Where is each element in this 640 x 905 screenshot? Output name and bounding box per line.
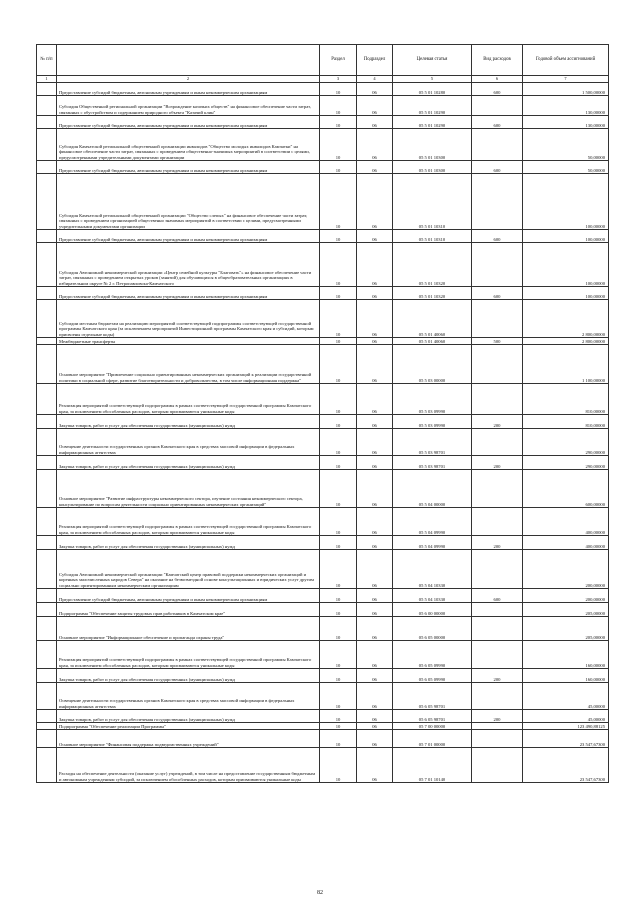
target-article-cell: 05 5 04 09990: [393, 536, 472, 550]
table-row: [37, 230, 609, 243]
item-name-cell: Подпрограмма "Обеспечение защиты трудовых прав работников в Камчатском крае": [57, 603, 320, 617]
row-number-cell: [37, 669, 57, 683]
item-name-cell: Освещение деятельности государственных органов Камчатского края в средствах массовой информации в федеральных информационных агентствах: [57, 683, 320, 710]
annual-amount-cell: 1 500,00000: [523, 83, 609, 96]
table-body: [37, 83, 609, 783]
razdel-cell: 10: [320, 589, 357, 603]
column-index: 2: [57, 76, 320, 83]
podrazdel-cell: 06: [357, 243, 393, 287]
row-number-cell: [37, 129, 57, 161]
expense-type-cell: [472, 641, 523, 669]
podrazdel-cell: 06: [357, 550, 393, 589]
row-number-cell: [37, 550, 57, 589]
expense-type-cell: [472, 384, 523, 415]
expense-type-cell: [472, 508, 523, 536]
expense-type-cell: [472, 748, 523, 783]
razdel-cell: 10: [320, 116, 357, 129]
podrazdel-cell: 06: [357, 603, 393, 617]
column-index-row: [37, 76, 609, 83]
podrazdel-cell: 06: [357, 338, 393, 345]
podrazdel-cell: 06: [357, 683, 393, 710]
podrazdel-cell: 06: [357, 161, 393, 174]
expense-type-cell: [472, 174, 523, 230]
razdel-cell: 10: [320, 550, 357, 589]
header-expense-type: Вид расходов: [472, 45, 523, 76]
item-name-cell: Подпрограмма "Обеспечение реализации Программы": [57, 723, 320, 730]
podrazdel-cell: 06: [357, 641, 393, 669]
row-number-cell: [37, 429, 57, 456]
expense-type-cell: [472, 683, 523, 710]
target-article-cell: 05 5 01 10300: [393, 129, 472, 161]
annual-amount-cell: 2 800,00000: [523, 300, 609, 338]
annual-amount-cell: 23 547,67300: [523, 748, 609, 783]
item-name-cell: Субсидия Автономной некоммерческой организации «Центр семейной культуры "Благовать"» на финансовое обеспечение части затрат, связанных с проведением открытых уроков (занятий) для обучающихся в общеобразовательных организациях в избирательном округе № 2 г. Петропавловска-Камчатского: [57, 243, 320, 287]
podrazdel-cell: 06: [357, 300, 393, 338]
razdel-cell: 10: [320, 384, 357, 415]
annual-amount-cell: 400,00000: [523, 536, 609, 550]
table-row: [37, 96, 609, 116]
razdel-cell: 10: [320, 508, 357, 536]
target-article-cell: 05 5 01 10290: [393, 116, 472, 129]
annual-amount-cell: 290,00000: [523, 456, 609, 470]
table-row: [37, 470, 609, 508]
razdel-cell: 10: [320, 287, 357, 300]
item-name-cell: Субсидии местным бюджетам на реализацию мероприятий соответствующей подпрограммы соответствующей государственной программы Камчатского края (за исключением мероприятий Инвестиционной программы Камчатского края и субсидий, которым присвоены отдельные коды): [57, 300, 320, 338]
expense-type-cell: 200: [472, 456, 523, 470]
target-article-cell: 05 5 01 10310: [393, 230, 472, 243]
row-number-cell: [37, 536, 57, 550]
row-number-cell: [37, 748, 57, 783]
table-row: [37, 641, 609, 669]
razdel-cell: 10: [320, 415, 357, 429]
row-number-cell: [37, 338, 57, 345]
podrazdel-cell: 06: [357, 456, 393, 470]
row-number-cell: [37, 230, 57, 243]
annual-amount-cell: 400,00000: [523, 508, 609, 536]
column-index: 5: [393, 76, 472, 83]
podrazdel-cell: 06: [357, 230, 393, 243]
item-name-cell: Предоставление субсидий бюджетным, автономным учреждениям и иным некоммерческим организациям: [57, 287, 320, 300]
table-row: [37, 345, 609, 384]
target-article-cell: 05 7 01 10140: [393, 748, 472, 783]
expense-type-cell: 600: [472, 589, 523, 603]
expense-type-cell: 200: [472, 536, 523, 550]
podrazdel-cell: 06: [357, 710, 393, 723]
target-article-cell: 05 5 03 00000: [393, 345, 472, 384]
target-article-cell: 05 6 05 09990: [393, 641, 472, 669]
expense-type-cell: [472, 550, 523, 589]
item-name-cell: Основное мероприятие "Финансовая поддержка подведомственных учреждений": [57, 730, 320, 748]
podrazdel-cell: 06: [357, 116, 393, 129]
item-name-cell: Закупка товаров, работ и услуг для обеспечения государственных (муниципальных) нужд: [57, 669, 320, 683]
item-name-cell: Предоставление субсидий бюджетным, автономным учреждениям и иным некоммерческим организациям: [57, 83, 320, 96]
podrazdel-cell: 06: [357, 345, 393, 384]
table-row: [37, 384, 609, 415]
razdel-cell: 10: [320, 345, 357, 384]
razdel-cell: 10: [320, 683, 357, 710]
target-article-cell: 05 5 03 09990: [393, 415, 472, 429]
expense-type-cell: [472, 470, 523, 508]
podrazdel-cell: 06: [357, 287, 393, 300]
podrazdel-cell: 06: [357, 429, 393, 456]
expense-type-cell: [472, 730, 523, 748]
item-name-cell: Субсидия Автономной некоммерческой организации "Камчатский центр правовой поддержки некоммерческих организаций и коренных малочисленных народов Севера" на оказание на безвозмездной основе консультационных и юридических услуг другим социально ориентированным некоммерческим организациям: [57, 550, 320, 589]
razdel-cell: 10: [320, 456, 357, 470]
annual-amount-cell: 200,00000: [523, 589, 609, 603]
annual-amount-cell: 160,00000: [523, 669, 609, 683]
row-number-cell: [37, 161, 57, 174]
item-name-cell: Межбюджетные трансферты: [57, 338, 320, 345]
item-name-cell: Закупка товаров, работ и услуг для обеспечения государственных (муниципальных) нужд: [57, 536, 320, 550]
target-article-cell: 05 5 01 10320: [393, 243, 472, 287]
table-row: [37, 550, 609, 589]
podrazdel-cell: 06: [357, 384, 393, 415]
table-row: [37, 300, 609, 338]
table-row: [37, 748, 609, 783]
row-number-cell: [37, 683, 57, 710]
column-index: 7: [523, 76, 609, 83]
row-number-cell: [37, 589, 57, 603]
row-number-cell: [37, 710, 57, 723]
target-article-cell: 05 5 01 10320: [393, 287, 472, 300]
item-name-cell: Реализация мероприятий соответствующей подпрограммы в рамках соответствующей государственной программы Камчатского края, за исключением обособленных расходов, которым присваиваются уникальные коды: [57, 508, 320, 536]
row-number-cell: [37, 617, 57, 641]
row-number-cell: [37, 174, 57, 230]
razdel-cell: 10: [320, 96, 357, 116]
annual-amount-cell: 23 547,67300: [523, 730, 609, 748]
table-row: [37, 730, 609, 748]
razdel-cell: 10: [320, 470, 357, 508]
expense-type-cell: 200: [472, 669, 523, 683]
razdel-cell: 10: [320, 230, 357, 243]
table-row: [37, 415, 609, 429]
target-article-cell: 05 5 04 10330: [393, 550, 472, 589]
expense-type-cell: [472, 129, 523, 161]
table-row: [37, 456, 609, 470]
annual-amount-cell: 100,00000: [523, 243, 609, 287]
item-name-cell: Субсидия Общественной региональной организации "Возрождение казачьих обществ" на финансовое обеспечение части затрат, связанных с обустройством и содержанием природного объекта "Казачий клин": [57, 96, 320, 116]
item-name-cell: Основное мероприятие "Привлечение социально ориентированных некоммерческих организаций к реализации государственной политики в социальной сфере, развитие благотворительности и добровольчества, в том числе информационная поддержка": [57, 345, 320, 384]
podrazdel-cell: 06: [357, 730, 393, 748]
annual-amount-cell: 130,00000: [523, 116, 609, 129]
table-row: [37, 83, 609, 96]
razdel-cell: 10: [320, 723, 357, 730]
item-name-cell: Предоставление субсидий бюджетным, автономным учреждениям и иным некоммерческим организациям: [57, 116, 320, 129]
table-row: [37, 174, 609, 230]
table-row: [37, 683, 609, 710]
row-number-cell: [37, 508, 57, 536]
table-row: [37, 617, 609, 641]
razdel-cell: 10: [320, 730, 357, 748]
header-annual-amount: Годовой объем ассигнований: [523, 45, 609, 76]
target-article-cell: 05 5 04 10330: [393, 589, 472, 603]
annual-amount-cell: 50,00000: [523, 161, 609, 174]
annual-amount-cell: 200,00000: [523, 550, 609, 589]
expense-type-cell: [472, 345, 523, 384]
target-article-cell: 05 5 01 40060: [393, 338, 472, 345]
item-name-cell: Расходы на обеспечение деятельности (оказание услуг) учреждений, в том числе на предоставление государственным бюджетным и автономным учреждениям субсидий, за исключением обособленных расходов, которым присваиваются уникальные коды: [57, 748, 320, 783]
razdel-cell: 10: [320, 617, 357, 641]
row-number-cell: [37, 415, 57, 429]
annual-amount-cell: 45,00000: [523, 683, 609, 710]
annual-amount-cell: 290,00000: [523, 429, 609, 456]
expense-type-cell: [472, 96, 523, 116]
razdel-cell: 10: [320, 603, 357, 617]
annual-amount-cell: 2 800,00000: [523, 338, 609, 345]
expense-type-cell: [472, 429, 523, 456]
item-name-cell: Предоставление субсидий бюджетным, автономным учреждениям и иным некоммерческим организациям: [57, 161, 320, 174]
row-number-cell: [37, 96, 57, 116]
expense-type-cell: [472, 617, 523, 641]
expense-type-cell: 600: [472, 116, 523, 129]
item-name-cell: Предоставление субсидий бюджетным, автономным учреждениям и иным некоммерческим организациям: [57, 589, 320, 603]
table-row: [37, 338, 609, 345]
column-index: 3: [320, 76, 357, 83]
podrazdel-cell: 06: [357, 174, 393, 230]
annual-amount-cell: 100,00000: [523, 287, 609, 300]
razdel-cell: 10: [320, 338, 357, 345]
header-target-article: Целевая статья: [393, 45, 472, 76]
target-article-cell: 05 5 04 09990: [393, 508, 472, 536]
column-index: 6: [472, 76, 523, 83]
row-number-cell: [37, 730, 57, 748]
annual-amount-cell: 50,00000: [523, 129, 609, 161]
table-row: [37, 116, 609, 129]
table-row: [37, 243, 609, 287]
podrazdel-cell: 06: [357, 669, 393, 683]
item-name-cell: Основное мероприятие "Информационное обеспечение и пропаганда охраны труда": [57, 617, 320, 641]
target-article-cell: 05 5 01 40060: [393, 300, 472, 338]
razdel-cell: 10: [320, 748, 357, 783]
item-name-cell: Реализация мероприятий соответствующей подпрограммы в рамках соответствующей государственной программы Камчатского края, за исключением обособленных расходов, которым присваиваются уникальные коды: [57, 641, 320, 669]
row-number-cell: [37, 603, 57, 617]
annual-amount-cell: 100,00000: [523, 174, 609, 230]
expense-type-cell: 600: [472, 230, 523, 243]
expense-type-cell: [472, 243, 523, 287]
razdel-cell: 10: [320, 243, 357, 287]
target-article-cell: 05 5 01 10300: [393, 161, 472, 174]
row-number-cell: [37, 345, 57, 384]
item-name-cell: Субсидия Камчатской региональной общественной организации инвалидов "Общество молодых инвалидов Камчатки" на финансовое обеспечение части затрат, связанных с проведением общественно-значимых мероприятий в соответствии с целями, предусмотренными учредительными документами организации: [57, 129, 320, 161]
expense-type-cell: 200: [472, 415, 523, 429]
expense-type-cell: 600: [472, 161, 523, 174]
target-article-cell: 05 5 01 10290: [393, 96, 472, 116]
header-name: [57, 45, 320, 76]
table-row: [37, 603, 609, 617]
annual-amount-cell: 205,00000: [523, 603, 609, 617]
expense-type-cell: [472, 300, 523, 338]
table-row: [37, 429, 609, 456]
table-row: [37, 287, 609, 300]
table-row: [37, 589, 609, 603]
document-page: [36, 44, 608, 783]
row-number-cell: [37, 83, 57, 96]
target-article-cell: 05 6 05 98701: [393, 683, 472, 710]
target-article-cell: 05 6 00 00000: [393, 603, 472, 617]
target-article-cell: 05 5 01 10280: [393, 83, 472, 96]
table-row: [37, 536, 609, 550]
target-article-cell: 05 7 01 00000: [393, 730, 472, 748]
annual-amount-cell: 1 100,00000: [523, 345, 609, 384]
annual-amount-cell: 130,00000: [523, 96, 609, 116]
razdel-cell: 10: [320, 83, 357, 96]
target-article-cell: 05 5 03 98701: [393, 429, 472, 456]
header-podrazdel: Подраздел: [357, 45, 393, 76]
item-name-cell: Освещение деятельности государственных органов Камчатского края в средствах массовой информации в федеральных информационных агентствах: [57, 429, 320, 456]
target-article-cell: 05 7 00 00000: [393, 723, 472, 730]
table-row: [37, 508, 609, 536]
podrazdel-cell: 06: [357, 723, 393, 730]
header-number: № п/п: [37, 45, 57, 76]
table-row: [37, 129, 609, 161]
podrazdel-cell: 06: [357, 415, 393, 429]
row-number-cell: [37, 116, 57, 129]
podrazdel-cell: 06: [357, 470, 393, 508]
table-row: [37, 669, 609, 683]
target-article-cell: 05 5 01 10310: [393, 174, 472, 230]
expense-type-cell: 600: [472, 287, 523, 300]
podrazdel-cell: 06: [357, 83, 393, 96]
razdel-cell: 10: [320, 174, 357, 230]
podrazdel-cell: 06: [357, 96, 393, 116]
item-name-cell: Основное мероприятие "Развитие инфраструктуры некоммерческого сектора, изучение состояния некоммерческого сектора, консультирование по вопросам деятельности социально ориентированных некоммерческих организаций": [57, 470, 320, 508]
header-razdel: Раздел: [320, 45, 357, 76]
annual-amount-cell: 810,00000: [523, 415, 609, 429]
razdel-cell: 10: [320, 641, 357, 669]
razdel-cell: 10: [320, 129, 357, 161]
annual-amount-cell: 160,00000: [523, 641, 609, 669]
razdel-cell: 10: [320, 429, 357, 456]
column-index: 4: [357, 76, 393, 83]
podrazdel-cell: 06: [357, 748, 393, 783]
row-number-cell: [37, 243, 57, 287]
target-article-cell: 05 6 05 09990: [393, 669, 472, 683]
row-number-cell: [37, 287, 57, 300]
target-article-cell: 05 6 05 98701: [393, 710, 472, 723]
expense-type-cell: [472, 603, 523, 617]
target-article-cell: 05 5 03 09990: [393, 384, 472, 415]
item-name-cell: Закупка товаров, работ и услуг для обеспечения государственных (муниципальных) нужд: [57, 415, 320, 429]
header-row: [37, 45, 609, 76]
row-number-cell: [37, 470, 57, 508]
razdel-cell: 10: [320, 669, 357, 683]
row-number-cell: [37, 384, 57, 415]
target-article-cell: 05 5 04 00000: [393, 470, 472, 508]
row-number-cell: [37, 456, 57, 470]
row-number-cell: [37, 723, 57, 730]
column-index: 1: [37, 76, 57, 83]
table-row: [37, 710, 609, 723]
podrazdel-cell: 06: [357, 508, 393, 536]
table-row: [37, 161, 609, 174]
item-name-cell: Закупка товаров, работ и услуг для обеспечения государственных (муниципальных) нужд: [57, 710, 320, 723]
annual-amount-cell: 45,00000: [523, 710, 609, 723]
razdel-cell: 10: [320, 300, 357, 338]
expense-type-cell: 500: [472, 338, 523, 345]
annual-amount-cell: 123 490,88125: [523, 723, 609, 730]
podrazdel-cell: 06: [357, 536, 393, 550]
podrazdel-cell: 06: [357, 129, 393, 161]
annual-amount-cell: 205,00000: [523, 617, 609, 641]
item-name-cell: Реализация мероприятий соответствующей подпрограммы в рамках соответствующей государственной программы Камчатского края, за исключением обособленных расходов, которым присваиваются уникальные коды: [57, 384, 320, 415]
row-number-cell: [37, 641, 57, 669]
podrazdel-cell: 06: [357, 589, 393, 603]
expense-type-cell: 200: [472, 710, 523, 723]
razdel-cell: 10: [320, 536, 357, 550]
expense-type-cell: [472, 723, 523, 730]
table-row: [37, 723, 609, 730]
budget-table: [36, 44, 609, 783]
target-article-cell: 05 6 05 00000: [393, 617, 472, 641]
page-number: 82: [317, 890, 323, 896]
annual-amount-cell: 810,00000: [523, 384, 609, 415]
expense-type-cell: 600: [472, 83, 523, 96]
item-name-cell: Закупка товаров, работ и услуг для обеспечения государственных (муниципальных) нужд: [57, 456, 320, 470]
item-name-cell: Субсидия Камчатской региональной общественной организации "Общество слепых" на финансовое обеспечение части затрат, связанных с проведением организацией общественно значимых мероприятий в соответствии с целями, предусмотренными учредительными документами организации: [57, 174, 320, 230]
podrazdel-cell: 06: [357, 617, 393, 641]
annual-amount-cell: 100,00000: [523, 230, 609, 243]
annual-amount-cell: 600,00000: [523, 470, 609, 508]
razdel-cell: 10: [320, 161, 357, 174]
target-article-cell: 05 5 03 98701: [393, 456, 472, 470]
item-name-cell: Предоставление субсидий бюджетным, автономным учреждениям и иным некоммерческим организациям: [57, 230, 320, 243]
row-number-cell: [37, 300, 57, 338]
razdel-cell: 10: [320, 710, 357, 723]
